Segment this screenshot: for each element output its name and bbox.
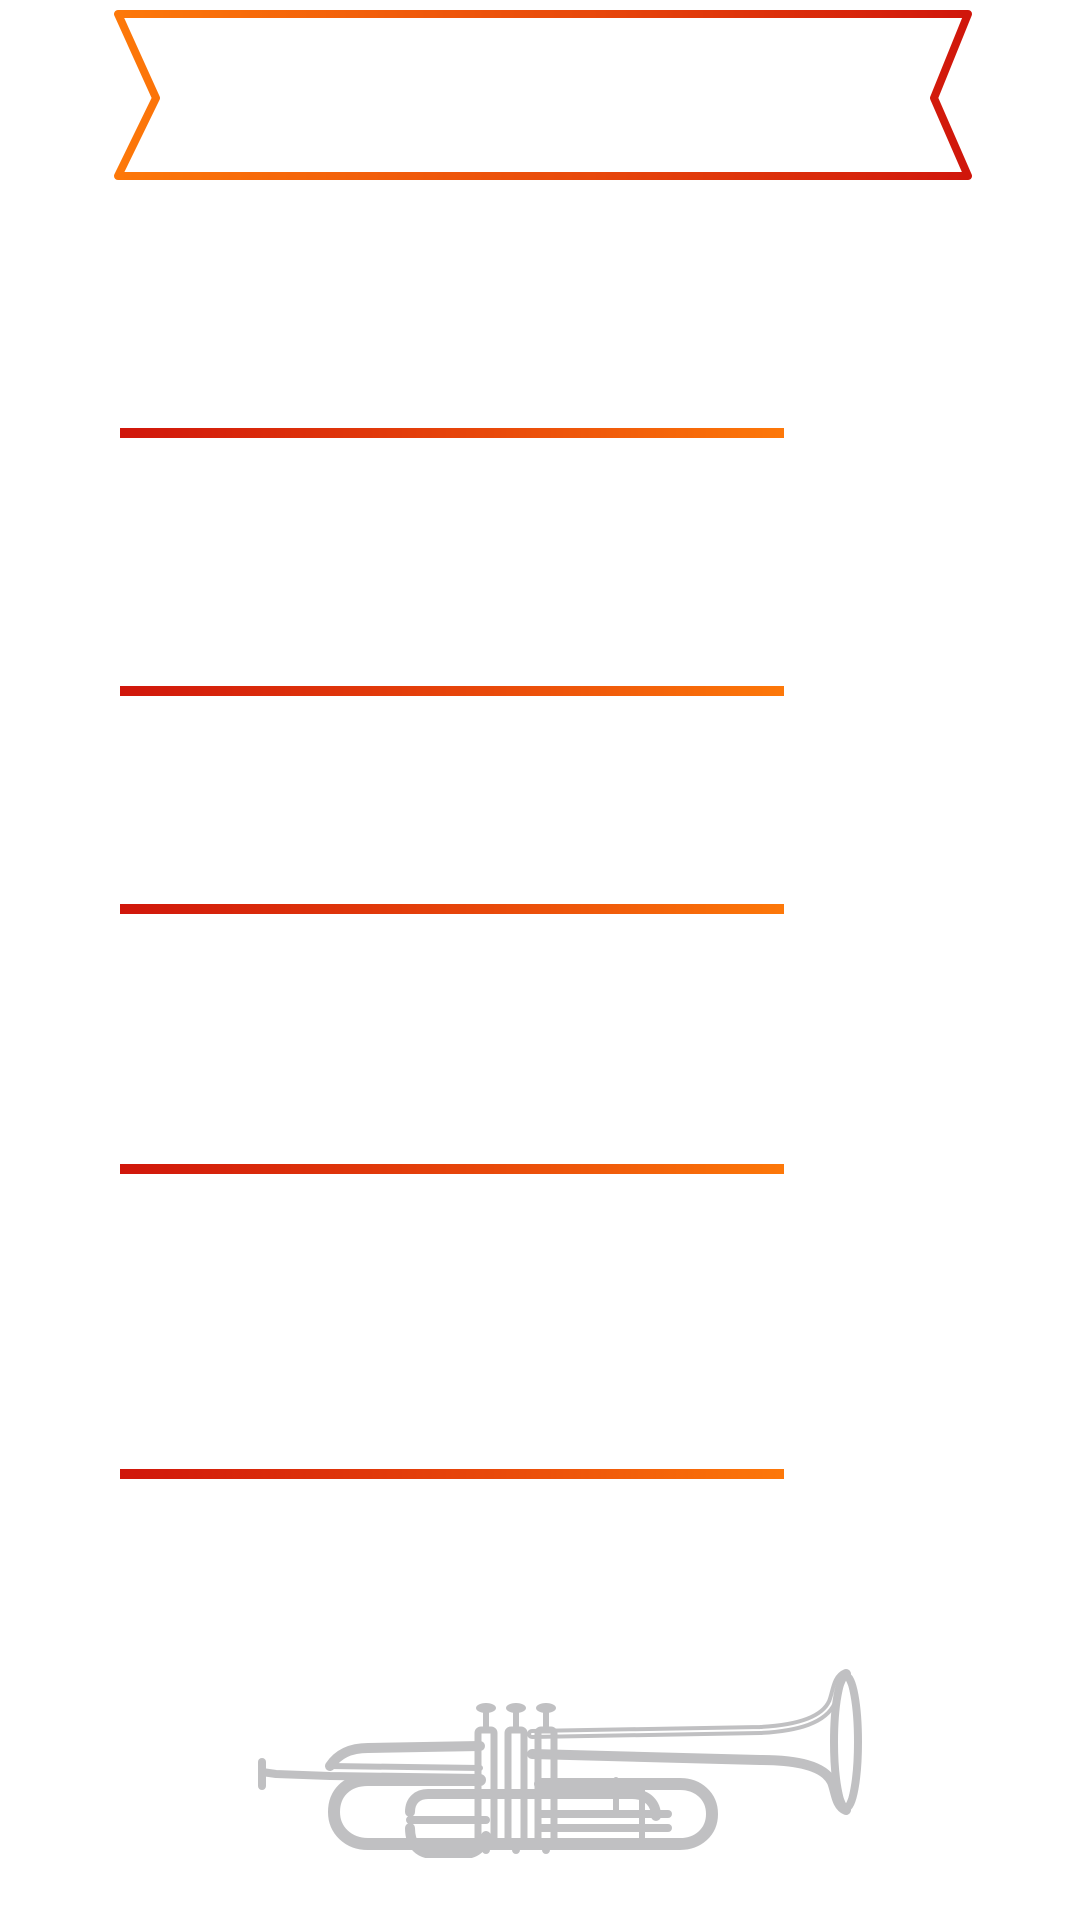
divider-1 <box>120 428 784 438</box>
banner-title <box>160 40 920 130</box>
divider-3 <box>120 904 784 914</box>
divider-2 <box>120 686 784 696</box>
divider-4 <box>120 1164 784 1174</box>
divider-5 <box>120 1469 784 1479</box>
trumpet-icon <box>250 1668 870 1858</box>
